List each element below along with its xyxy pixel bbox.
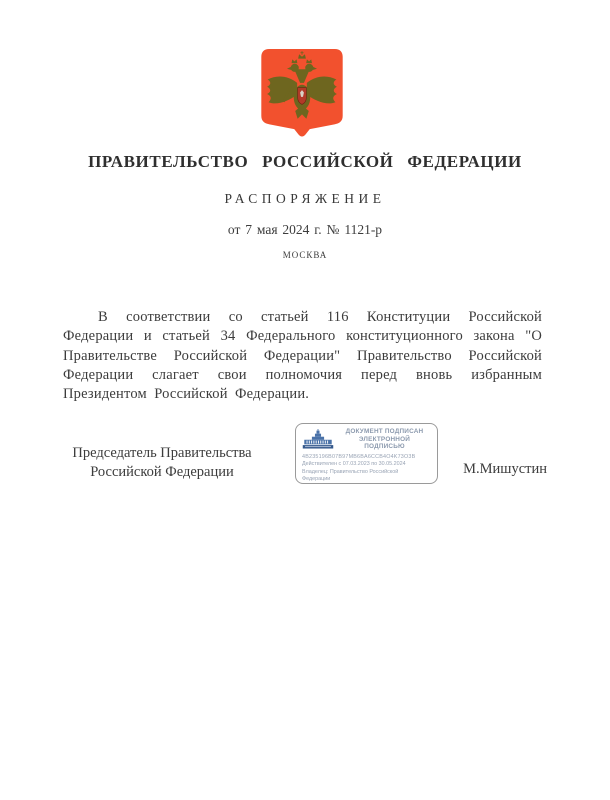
signer-title [66,444,258,482]
signer-title-line2: Российской Федерации [90,464,234,480]
stamp-title-line1: ДОКУМЕНТ ПОДПИСАН [345,428,424,435]
stamp-certificate-number: 4B235196B07B97MB6BA6CCB4O4K73O3B [302,453,416,460]
signer-title-line1: Председатель Правительства [72,445,252,461]
city-label: МОСКВА [282,250,328,260]
stamp-owner: Владелец: Правительство Российской Федерации [302,468,399,482]
stamp-title-line2: ЭЛЕКТРОННОЙ ПОДПИСЬЮ [358,435,411,451]
document-type-heading: РАСПОРЯЖЕНИЕ [224,191,386,206]
government-building-icon [302,428,334,450]
russian-coat-of-arms-icon [259,47,345,140]
stamp-validity-dates: Действителен с 07.03.2023 по 30.05.2024 [302,461,406,468]
stamp-title [338,428,431,451]
electronic-signature-stamp [295,423,438,484]
signer-name: М.Мишустин [463,461,547,477]
document-body-paragraph: В соответствии со статьей 116 Конституции Российской Федерации и статьей 34 Федерального конституционного закона "О Правительстве Российской Федерации" Правительство Российской Федерации слагает свои полномочия перед вновь избранным Президентом Российской Федерации. [63,309,542,403]
document-date-number: от 7 мая 2024 г. № 1121-р [227,222,383,237]
government-title: ПРАВИТЕЛЬСТВО РОССИЙСКОЙ ФЕДЕРАЦИИ [88,152,522,171]
stamp-header [302,428,431,451]
